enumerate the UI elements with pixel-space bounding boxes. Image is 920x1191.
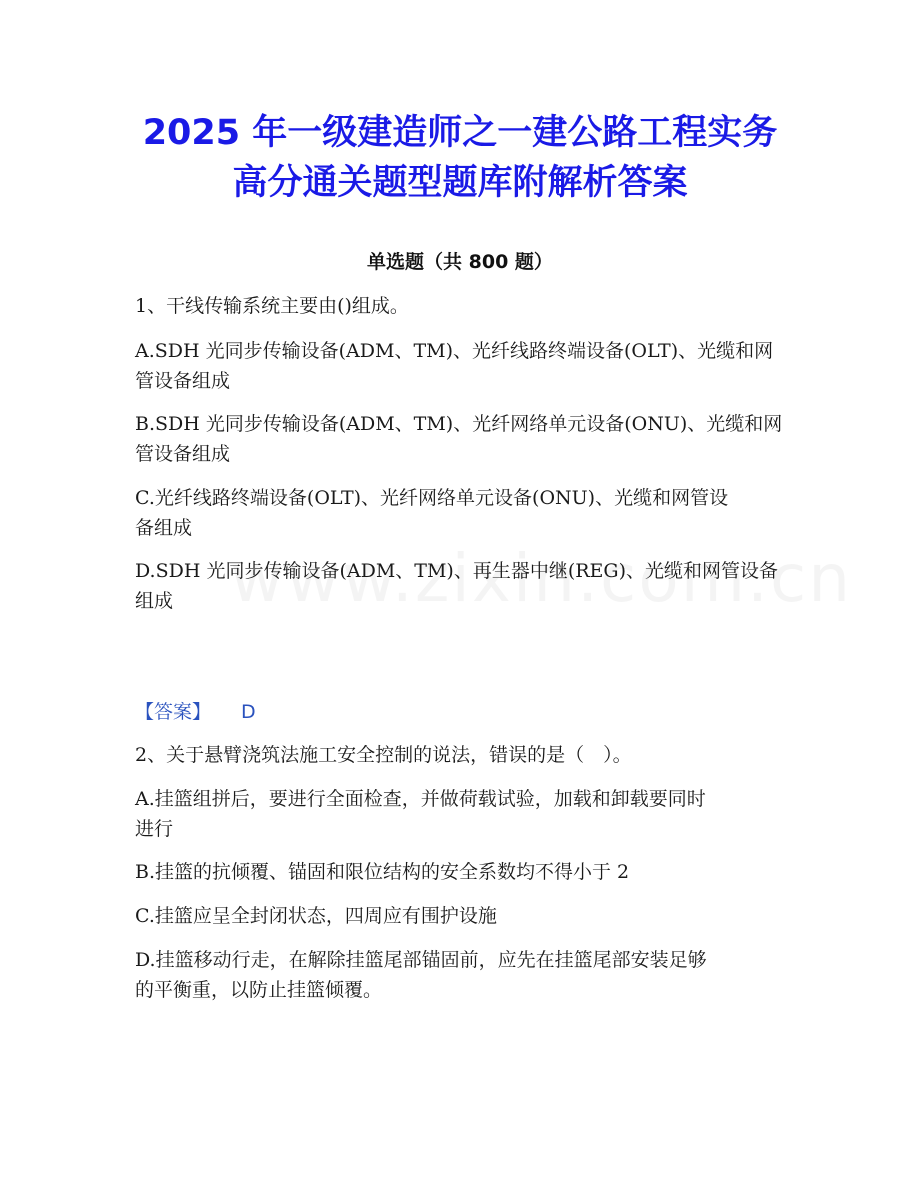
question-1-option-b-line-2: 管设备组成 (135, 443, 231, 465)
question-1-stem: 1、干线传输系统主要由()组成。 (135, 295, 409, 317)
question-2-option-a-line-1: A.挂篮组拼后，要进行全面检查，并做荷载试验，加载和卸载要同时 (135, 788, 706, 810)
question-2-stem: 2、关于悬臂浇筑法施工安全控制的说法，错误的是（ ）。 (135, 744, 632, 766)
answer-value: D (241, 701, 256, 723)
question-2-option-b: B.挂篮的抗倾覆、锚固和限位结构的安全系数均不得小于 2 (135, 861, 630, 883)
question-2-option-c: C.挂篮应呈全封闭状态，四周应有围护设施 (135, 905, 497, 927)
question-1-option-d-line-1: D.SDH 光同步传输设备(ADM、TM)、再生器中继(REG)、光缆和网管设备 (135, 560, 778, 582)
question-1-option-a-line-1: A.SDH 光同步传输设备(ADM、TM)、光纤线路终端设备(OLT)、光缆和网 (135, 340, 774, 362)
question-1-option-c-line-1: C.光纤线路终端设备(OLT)、光纤网络单元设备(ONU)、光缆和网管设 (135, 487, 729, 509)
question-1-option-b-line-1: B.SDH 光同步传输设备(ADM、TM)、光纤网络单元设备(ONU)、光缆和网 (135, 413, 783, 435)
title-line-1: 2025 年一级建造师之一建公路工程实务 (142, 113, 778, 153)
question-2-option-d-line-2: 的平衡重，以防止挂篮倾覆。 (135, 979, 383, 1001)
answer-label: 【答案】 (135, 701, 212, 723)
question-2-option-a-line-2: 进行 (135, 818, 174, 840)
question-2-option-d-line-1: D.挂篮移动行走，在解除挂篮尾部锚固前，应先在挂篮尾部安装足够 (135, 949, 707, 971)
question-1-option-a-line-2: 管设备组成 (135, 370, 231, 392)
question-1-option-d-line-2: 组成 (135, 590, 174, 612)
question-1-answer (135, 697, 256, 728)
question-1-option-c-line-2: 备组成 (135, 517, 193, 539)
section-heading: 单选题（共 800 题） (367, 251, 553, 273)
document-title (60, 108, 860, 208)
title-line-2: 高分通关题型题库附解析答案 (232, 163, 688, 203)
